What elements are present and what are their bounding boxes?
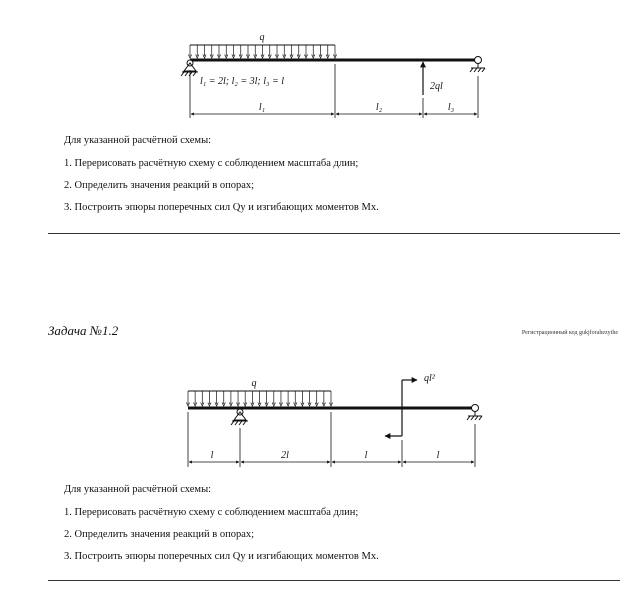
load-label: q <box>259 32 265 43</box>
pin-support <box>231 409 248 425</box>
dim-label-2: 2l <box>281 450 289 461</box>
length-relation: l₁ = 2l; l₂ = 3l; l₃ = l <box>200 76 285 87</box>
registration-code: Регистрационный код gukjforahezythe <box>521 330 618 336</box>
section-divider-1 <box>48 233 620 234</box>
task2-title: Задача №1.2 <box>48 323 119 338</box>
dim-label-2: l₂ <box>375 102 383 113</box>
task2-beam-diagram <box>0 340 644 475</box>
dim-label-3: l₃ <box>447 102 455 113</box>
task1-intro: Для указанной расчётной схемы: <box>64 135 212 146</box>
dim-label-1: l <box>210 450 214 461</box>
task1-beam-diagram <box>0 0 644 135</box>
pin-support-left <box>181 60 198 76</box>
task2-item-2: 2. Определить значения реакций в опорах; <box>64 529 255 540</box>
dim-label-4: l <box>436 450 440 461</box>
task1-item-2: 2. Определить значения реакций в опорах; <box>64 180 255 191</box>
force-label: 2ql <box>430 81 443 92</box>
dim-label-3: l <box>364 450 368 461</box>
dim-label-1: l₁ <box>258 102 266 113</box>
task1-item-1: 1. Перерисовать расчётную схему с соблюдением масштаба длин; <box>64 158 359 169</box>
task2-intro: Для указанной расчётной схемы: <box>64 484 212 495</box>
load-label: q <box>251 378 257 389</box>
moment-label: ql² <box>424 373 435 384</box>
distributed-load <box>188 45 336 58</box>
section-divider-2 <box>48 580 620 581</box>
distributed-load <box>186 391 332 406</box>
task2-item-1: 1. Перерисовать расчётную схему с соблюдением масштаба длин; <box>64 507 359 518</box>
task2-item-3: 3. Построить эпюры поперечных сил Qy и изгибающих моментов Mx. <box>64 551 379 562</box>
task1-item-3: 3. Построить эпюры поперечных сил Qy и изгибающих моментов Mx. <box>64 202 379 213</box>
